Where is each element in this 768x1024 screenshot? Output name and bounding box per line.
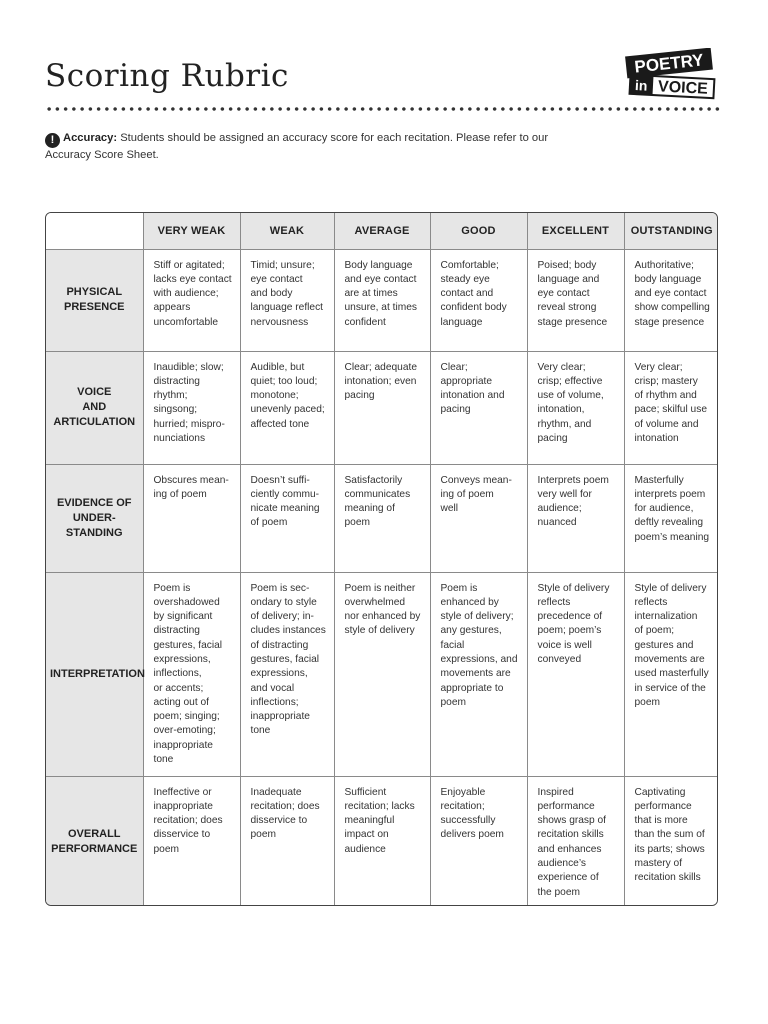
table-cell: Sufficient recitation; lacks meaningful impact on audience bbox=[334, 776, 430, 906]
table-cell: Enjoyable recitation; successfully delivers poem bbox=[430, 776, 527, 906]
table-cell: Inaudible; slow; distracting rhythm; singsong; hurried; mispro- nunciations bbox=[143, 351, 240, 464]
accuracy-note bbox=[45, 131, 565, 163]
svg-text:POETRY: POETRY bbox=[633, 50, 705, 77]
table-row bbox=[46, 249, 718, 351]
svg-text:in: in bbox=[634, 77, 648, 94]
column-header: OUTSTANDING bbox=[624, 213, 718, 249]
scoring-rubric-table bbox=[45, 212, 718, 906]
table-cell: Doesn’t suffi- ciently commu- nicate meaning of poem bbox=[240, 464, 334, 572]
poetry-in-voice-logo bbox=[623, 48, 718, 100]
column-header: VERY WEAK bbox=[143, 213, 240, 249]
table-cell: Satisfactorily communicates meaning of poem bbox=[334, 464, 430, 572]
dotted-divider bbox=[45, 106, 721, 112]
row-header: VOICE AND ARTICULATION bbox=[46, 351, 143, 464]
accuracy-text: Students should be assigned an accuracy score for each recitation. Please refer to our Accuracy Score Sheet. bbox=[45, 132, 549, 161]
column-header: EXCELLENT bbox=[527, 213, 624, 249]
table-cell: Stiff or agitated; lacks eye contact with audience; appears uncomfortable bbox=[143, 249, 240, 351]
column-header: WEAK bbox=[240, 213, 334, 249]
table-row bbox=[46, 464, 718, 572]
table-cell: Poem is neither overwhelmed nor enhanced by style of delivery bbox=[334, 572, 430, 776]
table-cell: Poised; body language and eye contact reveal strong stage presence bbox=[527, 249, 624, 351]
table-row bbox=[46, 572, 718, 776]
row-header: INTERPRETATION bbox=[46, 572, 143, 776]
table-cell: Very clear; crisp; effective use of volume, intonation, rhythm, and pacing bbox=[527, 351, 624, 464]
table-cell: Clear; adequate intonation; even pacing bbox=[334, 351, 430, 464]
table-cell: Ineffective or inappropriate recitation; does disservice to poem bbox=[143, 776, 240, 906]
row-header: OVERALL PERFORMANCE bbox=[46, 776, 143, 906]
table-cell: Clear; appropriate intonation and pacing bbox=[430, 351, 527, 464]
table-cell: Style of delivery reflects internalization of poem; gestures and movements are used masterfully in service of the poem bbox=[624, 572, 718, 776]
table-cell: Audible, but quiet; too loud; monotone; unevenly paced; affected tone bbox=[240, 351, 334, 464]
table-cell: Very clear; crisp; mastery of rhythm and pace; skilful use of volume and intonation bbox=[624, 351, 718, 464]
column-header: GOOD bbox=[430, 213, 527, 249]
table-cell: Comfortable; steady eye contact and confident body language bbox=[430, 249, 527, 351]
table-cell: Poem is enhanced by style of delivery; any gestures, facial expressions, and movements are appropriate to poem bbox=[430, 572, 527, 776]
column-header: AVERAGE bbox=[334, 213, 430, 249]
exclamation-circle-icon: ! bbox=[45, 133, 60, 148]
row-header: EVIDENCE OF UNDER- STANDING bbox=[46, 464, 143, 572]
corner-cell bbox=[46, 213, 143, 249]
table-cell: Captivating performance that is more than the sum of its parts; shows mastery of recitation skills bbox=[624, 776, 718, 906]
table-cell: Inspired performance shows grasp of recitation skills and enhances audience’s experience of the poem bbox=[527, 776, 624, 906]
table-row bbox=[46, 351, 718, 464]
table-cell: Style of delivery reflects precedence of poem; poem’s voice is well conveyed bbox=[527, 572, 624, 776]
table-row bbox=[46, 776, 718, 906]
table-cell: Masterfully interprets poem for audience, deftly revealing poem’s meaning bbox=[624, 464, 718, 572]
table-cell: Body language and eye contact are at times unsure, at times confident bbox=[334, 249, 430, 351]
header-row bbox=[46, 213, 718, 249]
table-cell: Poem is overshadowed by significant distracting gestures, facial expressions, inflections, or accents; acting out of poem; singing; over-emoting; inappropriate tone bbox=[143, 572, 240, 776]
table-cell: Authoritative; body language and eye contact show compelling stage presence bbox=[624, 249, 718, 351]
table-cell: Timid; unsure; eye contact and body language reflect nervousness bbox=[240, 249, 334, 351]
table-cell: Conveys mean- ing of poem well bbox=[430, 464, 527, 572]
table-cell: Obscures mean- ing of poem bbox=[143, 464, 240, 572]
svg-text:VOICE: VOICE bbox=[657, 78, 709, 98]
table-cell: Interprets poem very well for audience; nuanced bbox=[527, 464, 624, 572]
table-cell: Inadequate recitation; does disservice to poem bbox=[240, 776, 334, 906]
accuracy-label: Accuracy: bbox=[63, 132, 118, 144]
page-title: Scoring Rubric bbox=[45, 58, 289, 94]
table-cell: Poem is sec- ondary to style of delivery; in- cludes instances of distracting gestures, facial expressions, and vocal inflections; inappropriate tone bbox=[240, 572, 334, 776]
row-header: PHYSICAL PRESENCE bbox=[46, 249, 143, 351]
